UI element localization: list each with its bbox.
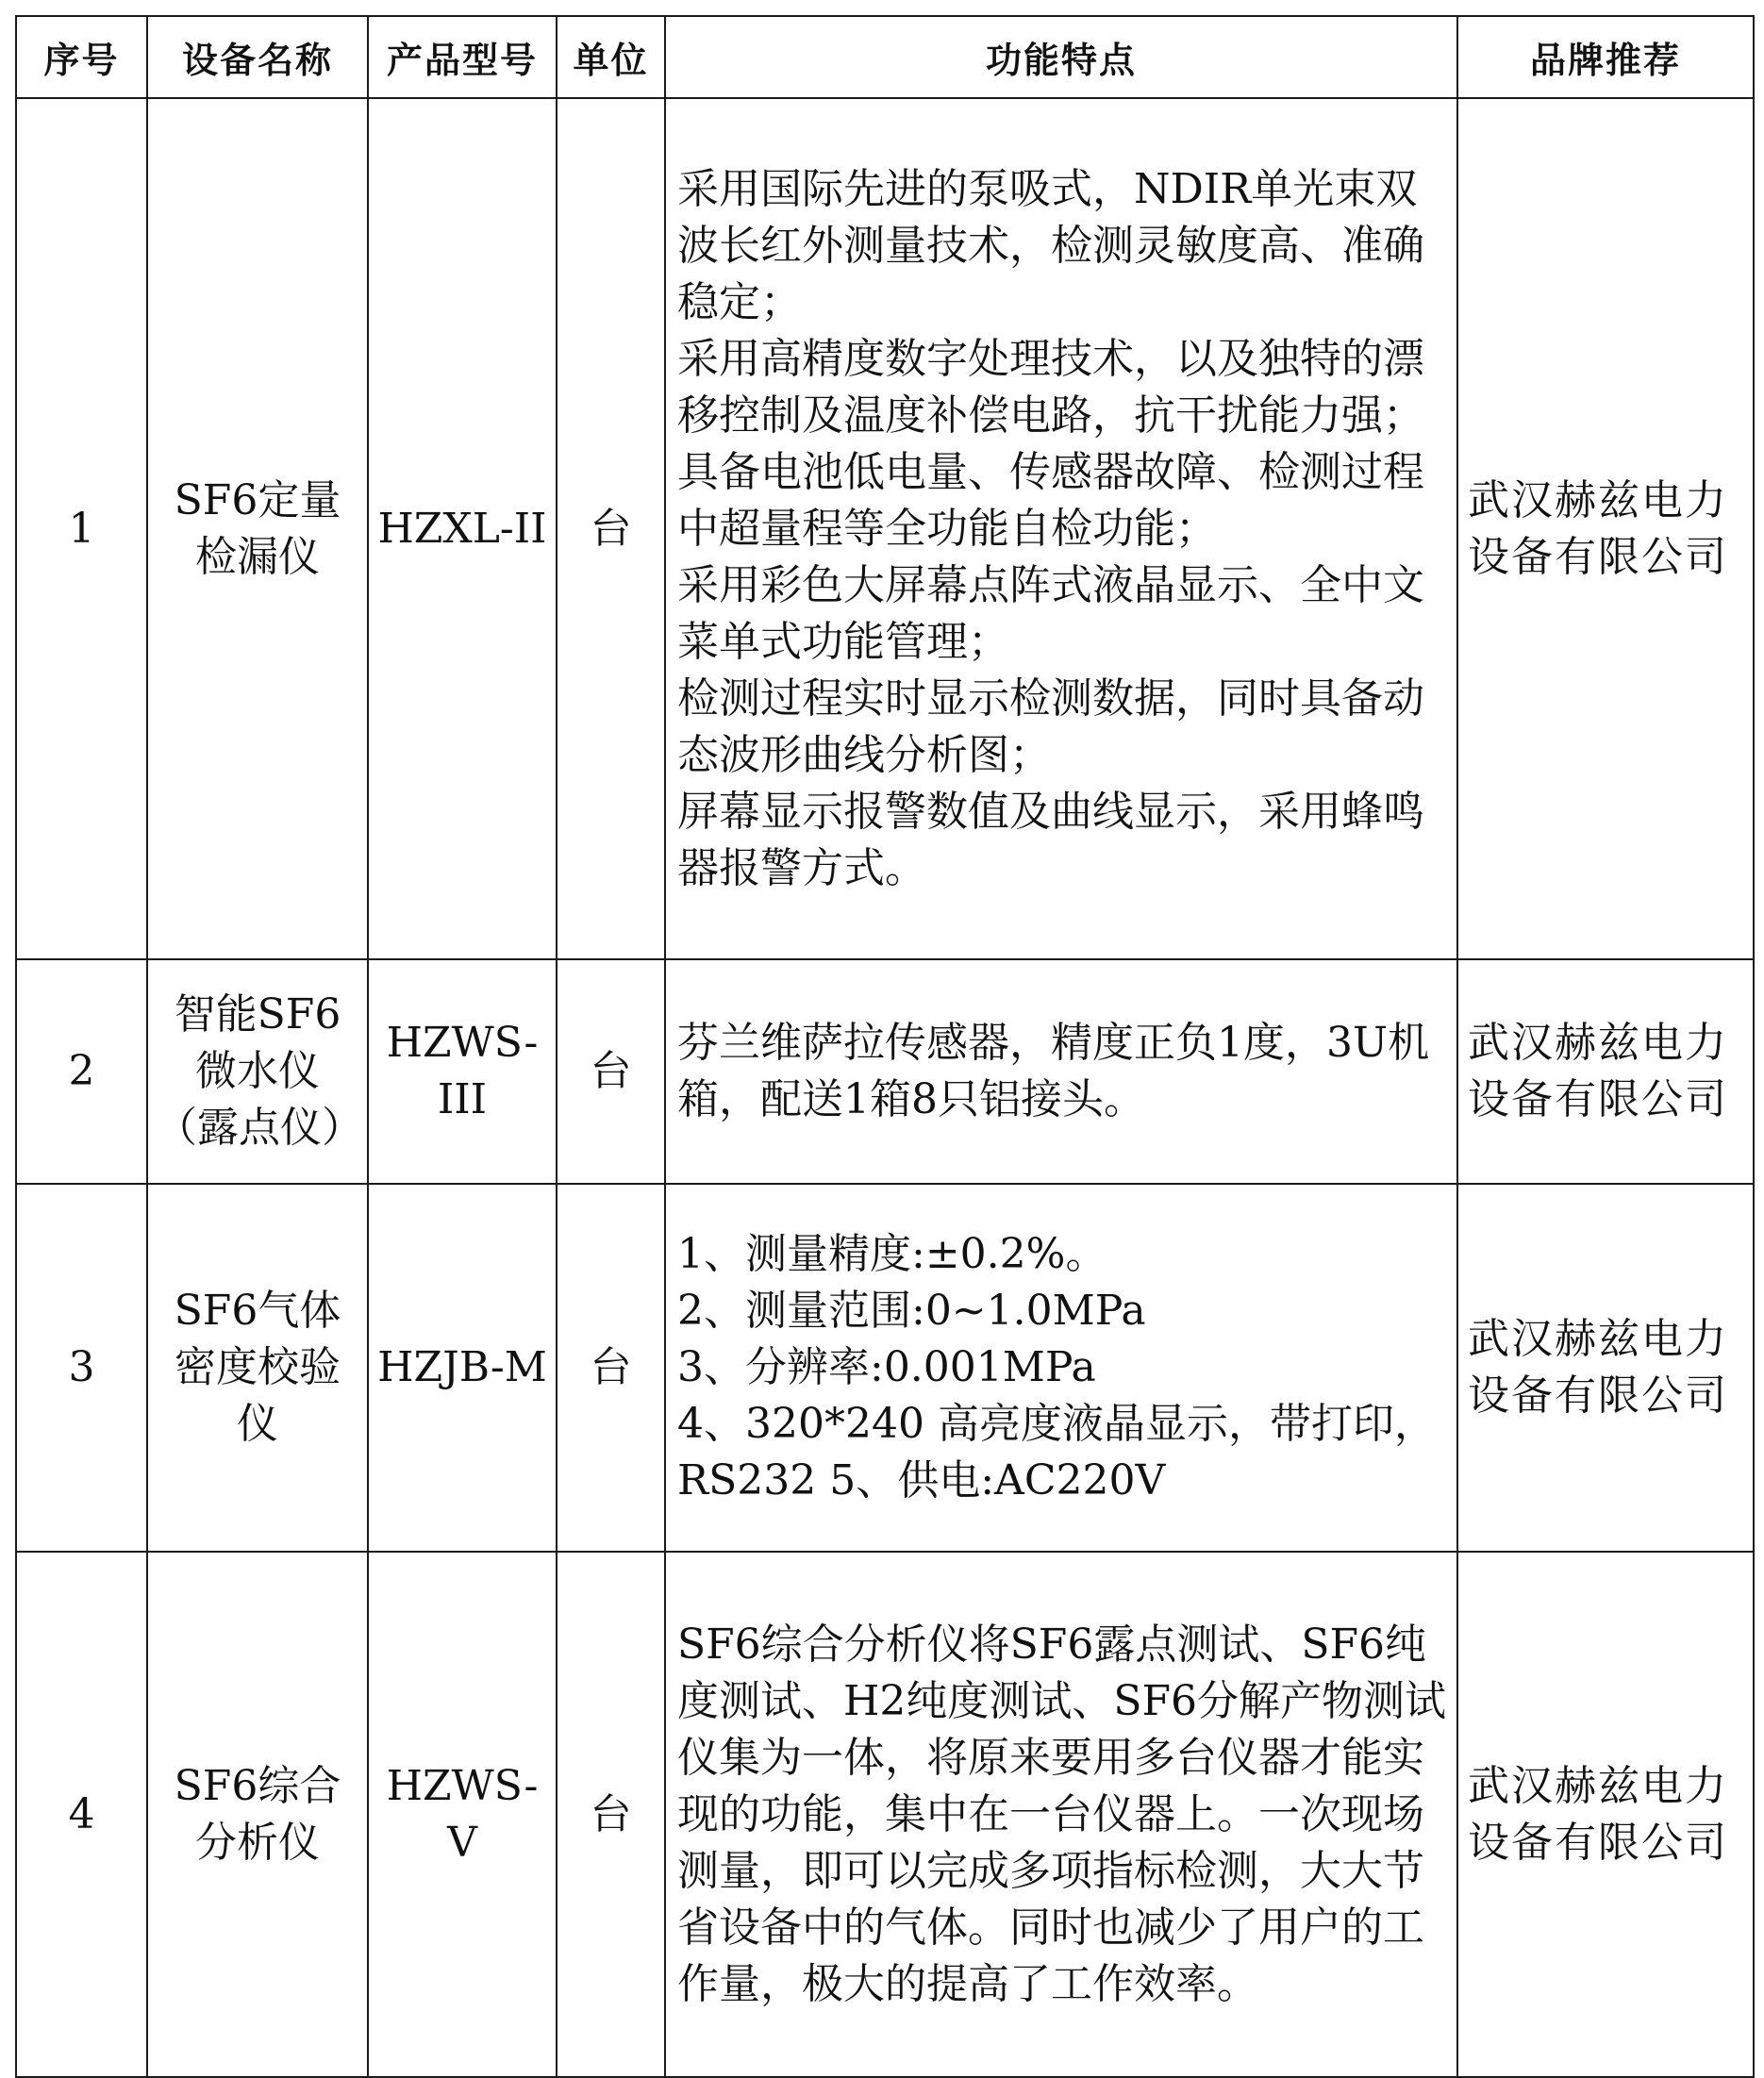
cell-features: [665, 98, 1457, 959]
cell-name: 智能SF6微水仪（露点仪）: [147, 959, 368, 1184]
header-row: [16, 16, 1754, 98]
feature-line: 4、320*240 高亮度液晶显示，带打印，RS232 5、供电:AC220V: [677, 1400, 1436, 1504]
cell-seq: 3: [16, 1184, 147, 1552]
cell-seq: 2: [16, 959, 147, 1184]
header-unit: 单位: [557, 16, 665, 98]
header-brand: 品牌推荐: [1457, 16, 1754, 98]
feature-line: SF6综合分析仪将SF6露点测试、SF6纯度测试、H2纯度测试、SF6分解产物测试仪集为一体，将原来要用多台仪器才能实现的功能，集中在一台仪器上。一次现场测量，即可以完成多项指标检测，大大节省设备中的气体。同时也减少了用户的工作量，极大的提高了工作效率。: [677, 1620, 1447, 2008]
cell-model: HZWS-V: [368, 1552, 557, 2077]
header-seq: 序号: [16, 16, 147, 98]
table-header: [16, 16, 1754, 98]
cell-features: [665, 1552, 1457, 2077]
feature-line: 屏幕显示报警数值及曲线显示，采用蜂鸣器报警方式。: [677, 787, 1424, 892]
table-row: [16, 959, 1754, 1184]
feature-line: 3、分辨率:0.001MPa: [677, 1343, 1096, 1391]
cell-unit: 台: [557, 959, 665, 1184]
cell-brand: 武汉赫兹电力设备有限公司: [1457, 959, 1754, 1184]
cell-brand: 武汉赫兹电力设备有限公司: [1457, 1184, 1754, 1552]
feature-line: 采用高精度数字处理技术，以及独特的漂移控制及温度补偿电路，抗干扰能力强；: [677, 334, 1424, 440]
cell-name: SF6综合分析仪: [147, 1552, 368, 2077]
cell-unit: 台: [557, 1184, 665, 1552]
cell-features: [665, 959, 1457, 1184]
cell-model: HZWS-III: [368, 959, 557, 1184]
cell-model: HZJB-M: [368, 1184, 557, 1552]
feature-line: 芬兰维萨拉传感器，精度正负1度，3U机箱，配送1箱8只铝接头。: [677, 1019, 1430, 1123]
table-row: [16, 98, 1754, 959]
cell-seq: 1: [16, 98, 147, 959]
feature-line: 具备电池低电量、传感器故障、检测过程中超量程等全功能自检功能；: [677, 447, 1424, 553]
cell-features: [665, 1184, 1457, 1552]
header-model: 产品型号: [368, 16, 557, 98]
cell-seq: 4: [16, 1552, 147, 2077]
cell-unit: 台: [557, 1552, 665, 2077]
header-name: 设备名称: [147, 16, 368, 98]
table-row: [16, 1184, 1754, 1552]
cell-brand: 武汉赫兹电力设备有限公司: [1457, 1552, 1754, 2077]
feature-line: 采用彩色大屏幕点阵式液晶显示、全中文菜单式功能管理；: [677, 560, 1424, 666]
cell-name: SF6气体密度校验仪: [147, 1184, 368, 1552]
table-body: [16, 98, 1754, 2077]
feature-line: 检测过程实时显示检测数据，同时具备动态波形曲线分析图；: [677, 673, 1424, 779]
equipment-table: [15, 15, 1755, 2078]
cell-brand: 武汉赫兹电力设备有限公司: [1457, 98, 1754, 959]
feature-line: 采用国际先进的泵吸式，NDIR单光束双波长红外测量技术，检测灵敏度高、准确稳定；: [677, 164, 1424, 326]
cell-model: HZXL-II: [368, 98, 557, 959]
header-features: 功能特点: [665, 16, 1457, 98]
feature-line: 1、测量精度:±0.2%。: [677, 1230, 1107, 1278]
feature-line: 2、测量范围:0~1.0MPa: [677, 1287, 1146, 1335]
cell-name: SF6定量检漏仪: [147, 98, 368, 959]
table-row: [16, 1552, 1754, 2077]
cell-unit: 台: [557, 98, 665, 959]
